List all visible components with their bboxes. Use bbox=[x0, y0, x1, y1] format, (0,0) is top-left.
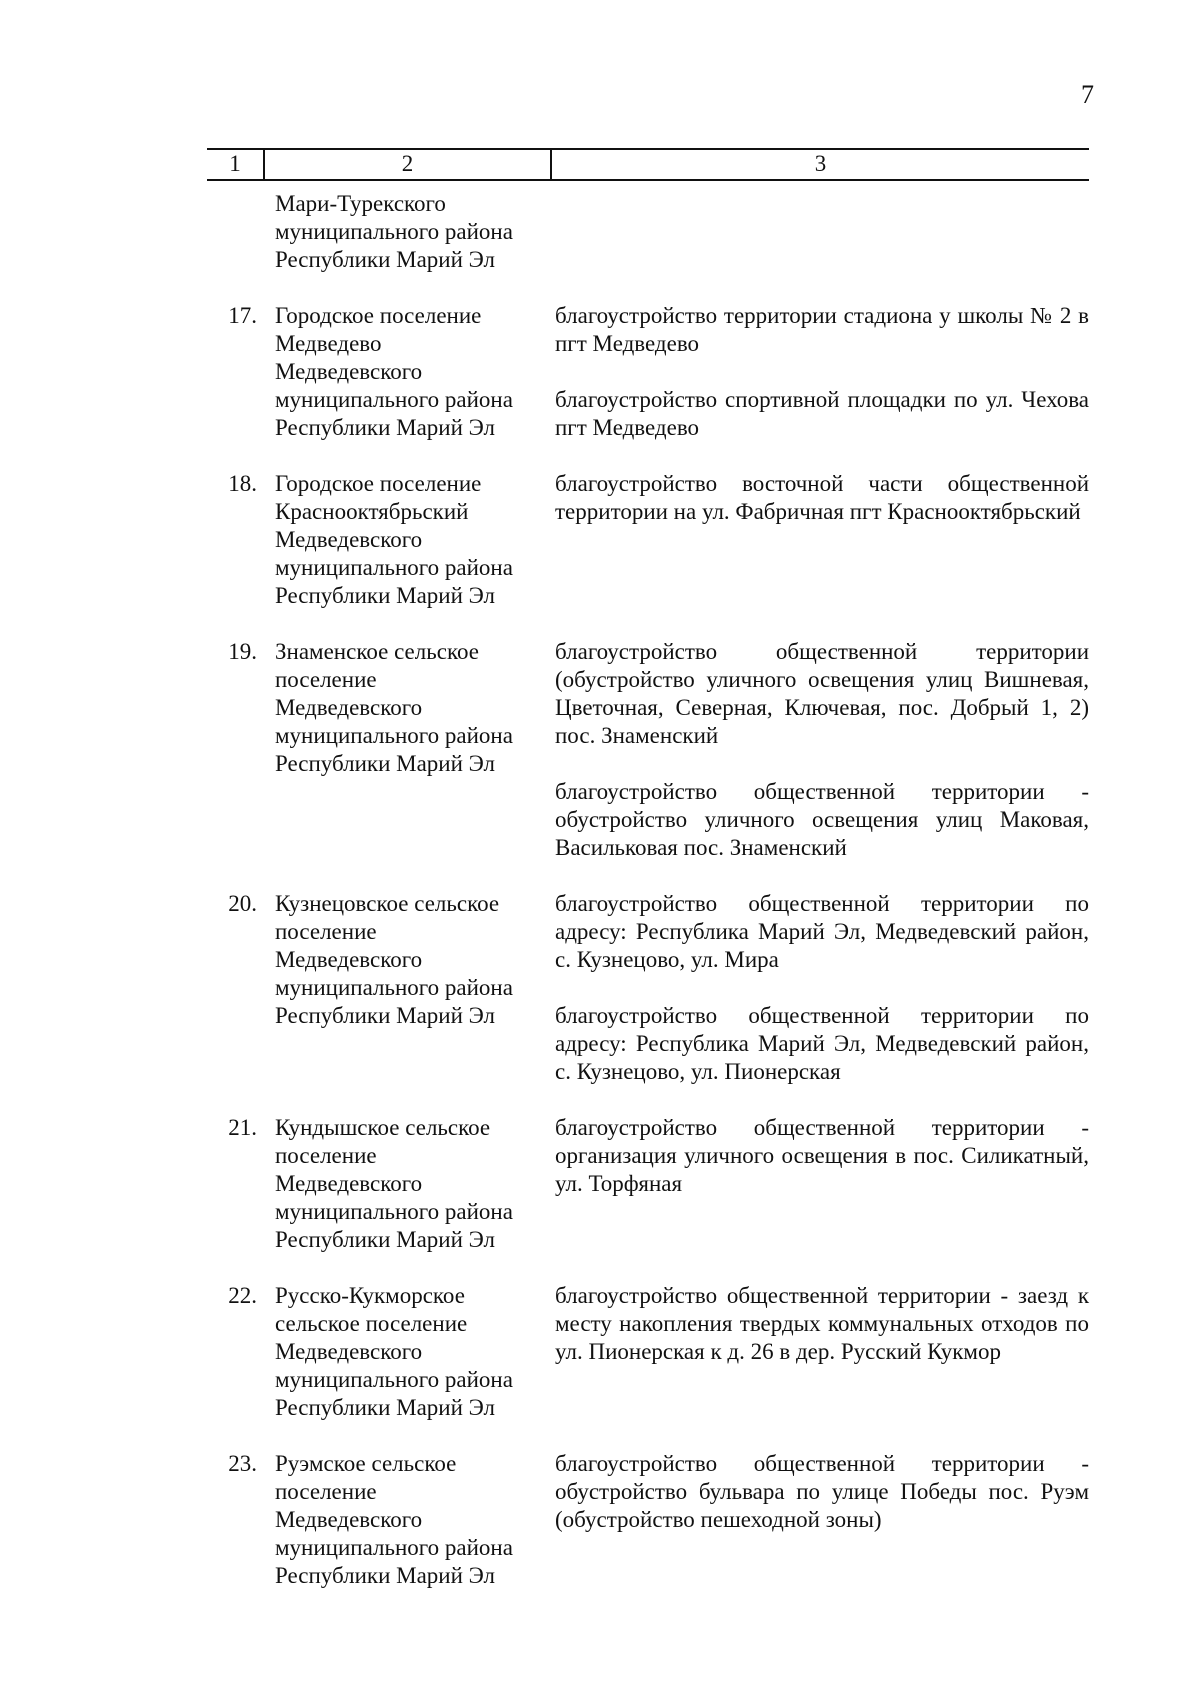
municipality-name-line: Знаменское сельское bbox=[275, 639, 479, 664]
municipality-name-line: Городское поселение bbox=[275, 303, 482, 328]
table-row bbox=[207, 1114, 1089, 1254]
work-item: благоустройство спортивной площадки по ул. Чехова пгт Медведево bbox=[555, 387, 1089, 440]
row-gap bbox=[207, 442, 1089, 470]
municipality-name-line: Русско-Кукморское bbox=[275, 1283, 465, 1308]
works-list bbox=[555, 470, 1089, 610]
municipality-name-line: муниципального района bbox=[275, 1535, 513, 1560]
table-row bbox=[207, 470, 1089, 610]
works-list bbox=[555, 190, 1089, 274]
municipality-name-line: сельское поселение bbox=[275, 1311, 468, 1336]
row-number: 23. bbox=[228, 1451, 257, 1476]
row-number: 18. bbox=[228, 471, 257, 496]
municipality-name-line: Медведевского bbox=[275, 1171, 423, 1196]
row-gap bbox=[207, 1422, 1089, 1450]
work-item: благоустройство общественной территории по адресу: Республика Марий Эл, Медведевский район, с. Кузнецово, ул. Пионерская bbox=[555, 1003, 1089, 1084]
municipality-name-line: Республики Марий Эл bbox=[275, 415, 496, 440]
municipality-name-line: поселение bbox=[275, 919, 377, 944]
table-header bbox=[207, 148, 1089, 181]
work-item: благоустройство общественной территории - обустройство уличного освещения улиц Маковая, Васильковая пос. Знаменский bbox=[555, 779, 1089, 860]
table-row bbox=[207, 190, 1089, 274]
municipality-name-line: Кундышское сельское bbox=[275, 1115, 491, 1140]
municipality-name bbox=[275, 890, 555, 1086]
municipality-name-line: муниципального района bbox=[275, 723, 513, 748]
municipality-name bbox=[275, 470, 555, 610]
municipality-name bbox=[275, 1114, 555, 1254]
row-number: 20. bbox=[228, 891, 257, 916]
table-body bbox=[207, 190, 1089, 1590]
municipality-name-line: муниципального района bbox=[275, 975, 513, 1000]
works-list bbox=[555, 1282, 1089, 1422]
municipality-name-line: Республики Марий Эл bbox=[275, 1395, 496, 1420]
municipality-name-line: Медведевского bbox=[275, 695, 423, 720]
municipality-name-line: Городское поселение bbox=[275, 471, 482, 496]
municipality-name bbox=[275, 638, 555, 862]
row-gap bbox=[207, 274, 1089, 302]
row-gap bbox=[207, 1086, 1089, 1114]
municipality-name-line: Медведевского bbox=[275, 947, 423, 972]
work-item: благоустройство общественной территории (обустройство уличного освещения улиц Вишневая, Цветочная, Северная, Ключевая, пос. Добрый 1, 2) пос. Знаменский bbox=[555, 639, 1089, 748]
row-number bbox=[207, 190, 275, 274]
municipality-name-line: Краснооктябрьский bbox=[275, 499, 469, 524]
municipality-name-line: Республики Марий Эл bbox=[275, 247, 496, 272]
municipality-name-line: муниципального района bbox=[275, 219, 513, 244]
row-gap bbox=[207, 610, 1089, 638]
municipality-name-line: Республики Марий Эл bbox=[275, 1003, 496, 1028]
works-list bbox=[555, 1450, 1089, 1590]
work-item: благоустройство общественной территории - заезд к месту накопления твердых коммунальных отходов по ул. Пионерская к д. 26 в дер. Русский Кукмор bbox=[555, 1283, 1089, 1364]
municipality-name-line: Медведевского bbox=[275, 527, 423, 552]
municipality-name-line: Медведевского bbox=[275, 1339, 423, 1364]
header-col-3: 3 bbox=[814, 151, 827, 176]
municipality-name-line: Республики Марий Эл bbox=[275, 1563, 496, 1588]
header-col-1: 1 bbox=[207, 150, 265, 179]
municipality-name-line: Медведевского bbox=[275, 1507, 423, 1532]
municipality-name-line: муниципального района bbox=[275, 387, 513, 412]
table-row bbox=[207, 1282, 1089, 1422]
municipality-name-line: муниципального района bbox=[275, 1199, 513, 1224]
municipality-name-line: поселение bbox=[275, 1479, 377, 1504]
works-list bbox=[555, 1114, 1089, 1254]
row-number: 21. bbox=[228, 1115, 257, 1140]
municipality-name bbox=[275, 190, 555, 274]
municipality-name-line: Медведево bbox=[275, 331, 382, 356]
table-row bbox=[207, 302, 1089, 442]
work-item: благоустройство восточной части общественной территории на ул. Фабричная пгт Краснооктябрьский bbox=[555, 471, 1089, 524]
row-number: 17. bbox=[228, 303, 257, 328]
page-number: 7 bbox=[1081, 80, 1094, 109]
municipality-name-line: поселение bbox=[275, 667, 377, 692]
municipality-name bbox=[275, 1450, 555, 1590]
municipality-name-line: Республики Марий Эл bbox=[275, 1227, 496, 1252]
works-list bbox=[555, 302, 1089, 442]
row-gap bbox=[207, 862, 1089, 890]
municipality-name-line: Медведевского bbox=[275, 359, 423, 384]
municipality-name bbox=[275, 1282, 555, 1422]
work-item: благоустройство общественной территории - организация уличного освещения в пос. Силикатный, ул. Торфяная bbox=[555, 1115, 1089, 1196]
work-item: благоустройство общественной территории по адресу: Республика Марий Эл, Медведевский район, с. Кузнецово, ул. Мира bbox=[555, 891, 1089, 972]
municipality-name-line: муниципального района bbox=[275, 555, 513, 580]
works-list bbox=[555, 638, 1089, 862]
municipality-name-line: Республики Марий Эл bbox=[275, 751, 496, 776]
municipality-name-line: Республики Марий Эл bbox=[275, 583, 496, 608]
table-row bbox=[207, 1450, 1089, 1590]
municipality-name-line: Руэмское сельское bbox=[275, 1451, 457, 1476]
municipality-name-line: Мари-Турекского bbox=[275, 191, 446, 216]
row-number: 22. bbox=[228, 1283, 257, 1308]
municipality-name bbox=[275, 302, 555, 442]
municipality-name-line: поселение bbox=[275, 1143, 377, 1168]
works-list bbox=[555, 890, 1089, 1086]
table-row bbox=[207, 638, 1089, 862]
header-col-2: 2 bbox=[265, 150, 552, 179]
row-gap bbox=[207, 1254, 1089, 1282]
work-item: благоустройство общественной территории - обустройство бульвара по улице Победы пос. Руэм (обустройство пешеходной зоны) bbox=[555, 1451, 1089, 1532]
municipality-name-line: муниципального района bbox=[275, 1367, 513, 1392]
work-item: благоустройство территории стадиона у школы № 2 в пгт Медведево bbox=[555, 303, 1089, 356]
table-row bbox=[207, 890, 1089, 1086]
municipality-name-line: Кузнецовское сельское bbox=[275, 891, 500, 916]
row-number: 19. bbox=[228, 639, 257, 664]
